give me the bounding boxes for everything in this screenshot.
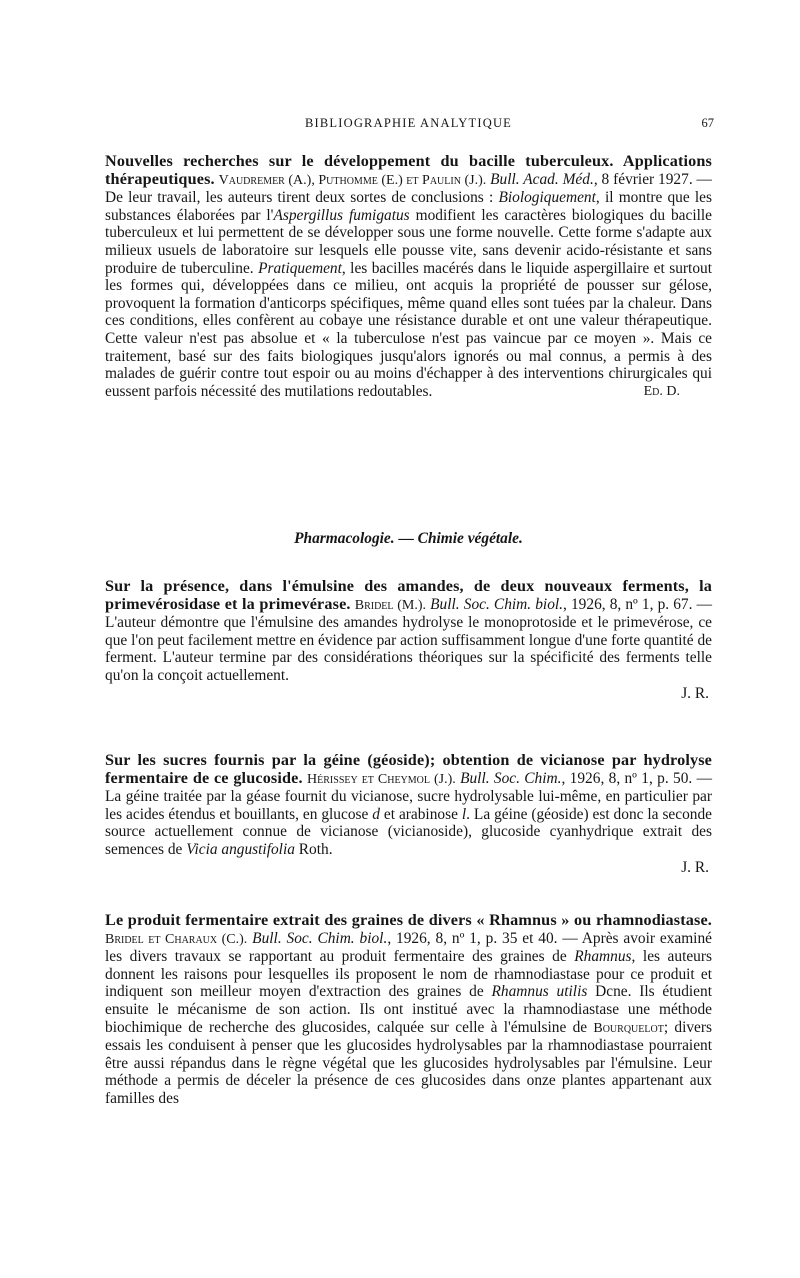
species-name: Aspergillus fumigatus [273,206,410,224]
abstract-body: . La géine (géoside) est donc la seconde source actuellement connue de vicianose (vicianoside), glucoside cyanhydrique extrait des semences de [105,805,713,858]
abstract-entry-rhamnus [105,912,712,1108]
section-heading: Pharmacologie. — Chimie végétale. [294,530,523,547]
abstract-title: Le produit fermentaire extrait des graines de divers « Rhamnus » ou rhamnodiastase. [105,911,712,929]
author-signature: J. R. [681,858,709,876]
species-name: Vicia angustifolia [186,840,295,858]
abstract-body: et arabinose [379,805,462,823]
abstract-title: Sur la présence, dans l'émulsine des amandes, de deux nouveaux ferments, la primevérosidase et la primevérase. [105,577,712,613]
abstract-entry-tuberculosis [105,153,712,400]
italic-term: Pratiquement [258,259,342,277]
abstract-body: ; divers essais les conduisent à penser que les glucosides hydrolysables par la rhamnodiastase pourraient être aussi répandus dans le règne végétal que les glucosides hydrolysables par l'émulsine. Leur méthode a permis de déceler la présence de ces glucosides dans onze plantes appartenant aux familles des [105,1018,712,1107]
abstract-paragraph [105,752,712,859]
species-name: Rhamnus [574,948,632,966]
running-title: BIBLIOGRAPHIE ANALYTIQUE [304,116,513,130]
abstract-authors: Bridel (M.). [354,597,427,613]
author-signature: Ed. D. [643,383,680,399]
abstract-body: — L'auteur démontre que l'émulsine des amandes hydrolyse le monoprotoside et le primevérose, ce que l'on peut facilement mettre en évidence par action suffisamment longue d'une forte quantité de ferment. L'auteur termine par des considérations théoriques sur la spécificité des ferments telle qu'on la conçoit actuellement. [105,595,712,684]
running-head [105,116,712,136]
abstract-body: modifient les caractères biologiques du bacille tuberculeux et lui permettent de se développer sous une forme nouvelle. Cette forme s'adapte aux milieux usuels de laboratoire sur lesquels elle pousse vite, sans devenir acido-résistante et sans produire de tuberculine. [105,206,712,277]
abstract-authors: Vaudremer (A.), Puthomme (E.) et Paulin (J.). [218,172,487,188]
person-name: Bourquelot [593,1020,664,1036]
abstract-paragraph [105,912,712,1108]
author-signature: J. R. [681,684,709,702]
italic-term: d [372,805,380,823]
abstract-title: Nouvelles recherches sur le développement du bacille tuberculeux. Applications thérapeutiques. [105,152,712,188]
journal-reference: , 8 février 1927. [593,170,693,188]
page-number: 67 [701,116,714,130]
journal-name: Bull. Soc. Chim. [460,769,562,787]
italic-term: l [461,805,467,823]
species-name: Rhamnus utilis [491,983,588,1001]
abstract-authors: Hérissey et Cheymol (J.). [307,771,456,787]
abstract-authors: Bridel et Charaux (C.). [105,931,248,947]
journal-reference: , 1926, 8, nº 1, p. 67. [563,595,693,613]
abstract-paragraph [105,578,712,685]
abstract-body: — De leur travail, les auteurs tirent deux sortes de conclusions : [105,170,712,207]
abstract-body: Dcne. Ils étudient ensuite le mécanisme de son action. Ils ont institué avec la rhamnodiastase une méthode biochimique de recherche des glucosides, calquée sur celle à l'émulsine de [105,983,712,1036]
abstract-body: — Après avoir examiné les divers travaux se rapportant au produit fermentaire des graines de [105,929,712,966]
journal-name: Bull. Soc. Chim. biol. [430,595,564,613]
abstract-entry-emulsine [105,578,712,702]
abstract-title: Sur les sucres fournis par la géine (géoside); obtention de vicianose par hydrolyse fermentaire de ce glucoside. [105,751,712,787]
journal-name: Bull. Soc. Chim. biol. [252,929,388,947]
journal-name: Bull. Acad. Méd. [490,170,594,188]
abstract-body: — La géine traitée par la géase fournit du vicianose, sucre hydrolysable lui-même, en particulier par les acides étendus et bouillants, en glucose [105,769,712,823]
journal-reference: , 1926, 8, nº 1, p. 35 et 40. [387,929,558,947]
abstract-paragraph [105,153,712,400]
abstract-body: Roth. [294,840,333,858]
abstract-body: , les bacilles macérés dans le liquide aspergillaire et surtout les formes qui, développées dans ce milieu, ont acquis la propriété de pousser sur gélose, provoquent la formation d'anticorps spécifiques, même quand elles sont tuées par la chaleur. Dans ces conditions, elles confèrent au cobaye une résistance durable et ont une valeur thérapeutique. Cette valeur n'est pas absolue et « la tuberculose n'est pas vaincue par ce moyen ». Mais ce traitement, basé sur des faits biologiques jusqu'alors ignorés ou mal connus, a permis à des malades de guérir contre tout espoir ou au moins d'échapper à des interventions chirurgicales qui eussent parfois nécessité des mutilations redoutables. [105,259,712,400]
journal-reference: , 1926, 8, nº 1, p. 50. [561,769,693,787]
italic-term: Biologiquement [498,189,596,207]
abstract-body: , les auteurs donnent les raisons pour lesquelles ils proposent le nom de rhamnodiastase pour ce produit et indiquent son meilleur moyen d'extraction des graines de [105,948,712,1001]
abstract-entry-geine [105,752,712,876]
abstract-body: , il montre que les substances élaborées par l' [105,189,712,224]
